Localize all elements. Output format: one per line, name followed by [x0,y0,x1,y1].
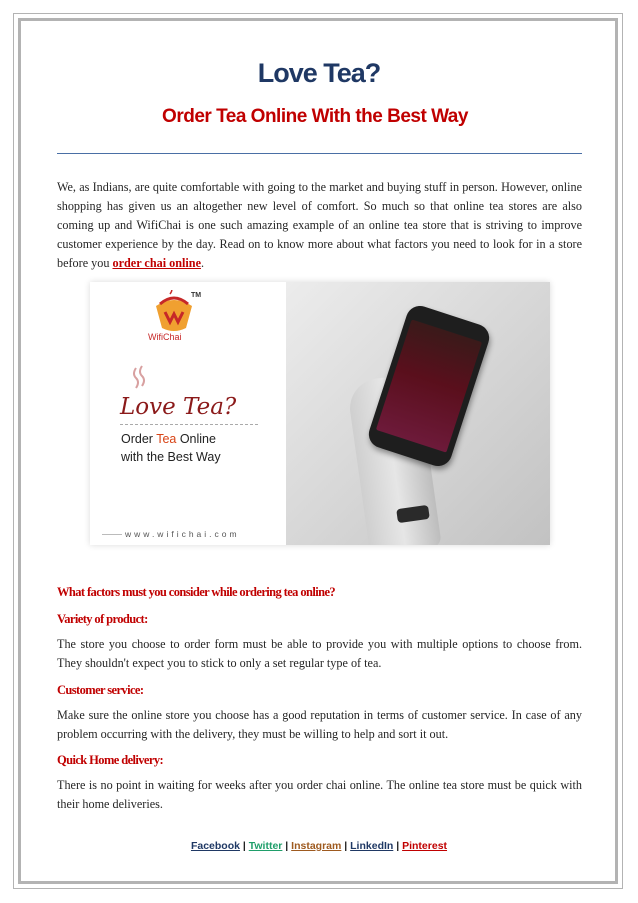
footer-separator: | [282,840,292,852]
service-paragraph: Make sure the online store you choose has a good reputation in terms of customer service. In case of any problem occurring with the delivery, they must be willing to help and sort it out. [57,708,582,741]
pinterest-link[interactable]: Pinterest [402,840,448,852]
promo-banner-image [90,282,550,545]
banner-line-1b: Online [176,432,216,446]
intro-text: We, as Indians, are quite comfortable with going to the market and buying stuff in person. However, online shopping has given us an altogether new level of comfort. So much so that online tea stores are also coming up and WifiChai is one such amazing example of an online tea store that is striving to improve customer experience by the day. Read on to know more about what factors you need to look for in a store before you [57,180,582,270]
variety-heading: Variety of product: [57,612,148,626]
intro-paragraph [57,178,582,273]
delivery-paragraph: There is no point in waiting for weeks after you order chai online. The online tea store must be quick with their home deliveries. [57,778,582,811]
trademark-mark: TM [191,292,202,299]
steaming-cup-icon [126,364,156,394]
delivery-heading: Quick Home delivery: [57,753,164,767]
order-chai-online-link[interactable]: order chai online [112,256,201,270]
facebook-link[interactable]: Facebook [190,840,240,852]
url-rule [102,534,122,535]
linkedin-link[interactable]: LinkedIn [350,840,394,852]
banner-line-1 [121,432,216,446]
twitter-link[interactable]: Twitter [248,840,283,852]
banner-line-2: with the Best Way [121,450,221,464]
instagram-link[interactable]: Instagram [291,840,342,852]
title-divider [57,153,582,154]
footer-separator: | [341,840,351,852]
banner-highlight-tea: Tea [156,432,177,446]
page-title: Love Tea? [257,58,381,88]
footer-separator: | [393,840,403,852]
social-links-footer [0,840,638,852]
variety-paragraph: The store you choose to order form must be able to provide you with multiple options to choose from. They shouldn't expect you to stick to only a set regular type of tea. [57,637,582,670]
page-subtitle: Order Tea Online With the Best Way [162,106,468,127]
logo-wordmark: WifiChai [148,332,182,342]
banner-dotted-divider [120,424,258,425]
banner-love-tea: Love Tea? [120,394,237,420]
service-heading: Customer service: [57,683,144,697]
banner-line-1a: Order [121,432,157,446]
banner-url: www.wifichai.com [125,529,240,539]
factors-heading: What factors must you consider while ordering tea online? [57,585,336,599]
footer-separator: | [239,840,249,852]
intro-text-end: . [200,256,205,270]
